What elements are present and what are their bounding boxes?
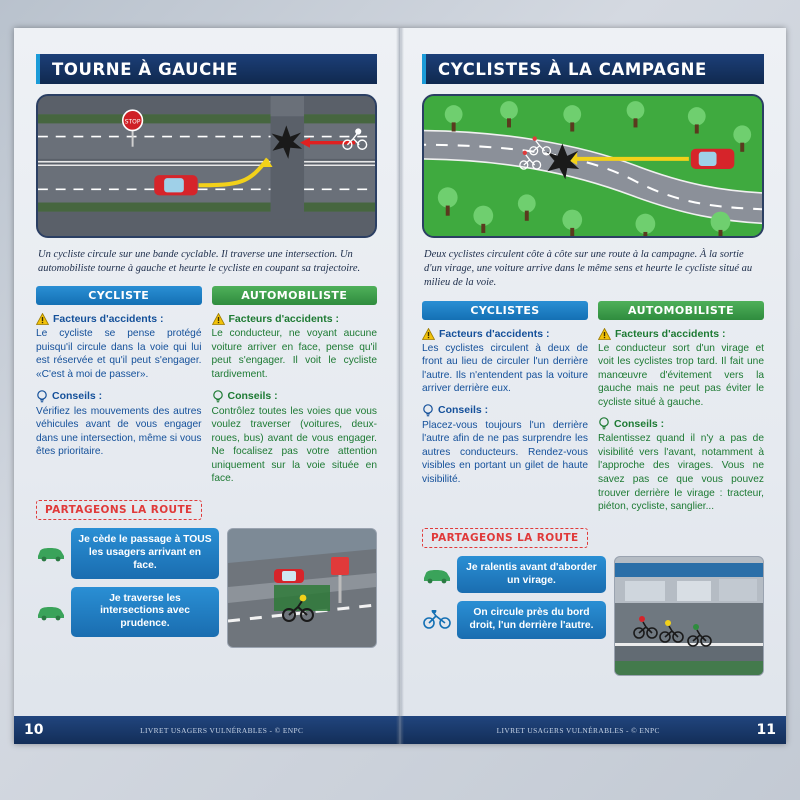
advice-block — [36, 390, 202, 459]
advice-text: Contrôlez toutes les voies que vous voulez traverser (voitures, deux-roues, bus) avant de vous engager. Ne focalisez pas votre attention uniquement sur la voie située en face. — [211, 405, 377, 485]
right-footer — [400, 716, 786, 744]
share-body — [422, 556, 764, 676]
share-label: PARTAGEONS LA ROUTE — [36, 500, 202, 520]
column-header-driver: AUTOMOBILISTE — [212, 286, 378, 305]
risk-text: Les cyclistes circulent à deux de front au lieu de circuler l'un derrière l'autre. Ils n'entendent pas la voiture arriver derrière eux. — [422, 342, 588, 395]
column-driver — [212, 286, 378, 486]
risk-text: Le cycliste se pense protégé puisqu'il circule dans la voie qui lui est réservée et qu'il peut s'engager. «C'est à moi de passer». — [36, 328, 202, 381]
right-columns — [422, 301, 764, 514]
column-header-cyclist: CYCLISTE — [36, 286, 202, 305]
left-page-title-banner — [36, 54, 377, 84]
page-number: 10 — [24, 722, 44, 738]
advice-text: Placez-vous toujours l'un derrière l'autre afin de ne pas surprendre les autres conducteurs. Rendez-vous visibles en portant un gilet de haute visibilité. — [422, 419, 588, 486]
risk-title: Facteurs d'accidents : — [615, 327, 726, 340]
svg-text:STOP: STOP — [124, 118, 141, 126]
risk-block — [36, 313, 202, 381]
footer-credit: LIVRET USAGERS VULNÉRABLES - © ENPC — [140, 725, 304, 735]
advice-title-row — [212, 390, 378, 403]
share-message: Je cède le passage à TOUS les usagers arrivant en face. — [71, 528, 219, 579]
left-footer — [14, 716, 400, 744]
lightbulb-icon — [422, 404, 434, 417]
footer-credit: LIVRET USAGERS VULNÉRABLES - © ENPC — [496, 725, 660, 735]
page-number: 11 — [756, 722, 776, 738]
risk-title: Facteurs d'accidents : — [53, 313, 164, 326]
lightbulb-icon — [598, 417, 610, 430]
risk-block — [422, 328, 588, 396]
car-icon — [36, 544, 66, 562]
right-caption: Deux cyclistes circulent côte à côte sur une route à la campagne. À la sortie d'un virage, une voiture arrive dans le même sens et heurte le cycliste situé au milieu de la voie. — [424, 249, 753, 289]
left-page — [14, 28, 400, 744]
risk-title-row — [598, 328, 764, 340]
car-icon — [422, 566, 452, 584]
advice-title-row — [36, 390, 202, 403]
advice-title: Conseils : — [227, 390, 278, 403]
right-page-title-banner — [422, 54, 764, 84]
advice-text: Ralentissez quand il n'y a pas de visibilité vers l'avant, notamment à l'approche des virages. Vous ne savez pas ce que vous pouvez trouver derrière le virage : tracteur, piéton, cycliste, sanglier... — [598, 433, 764, 513]
risk-text: Le conducteur, ne voyant aucune voiture arriver en face, pense qu'il peut s'engager. Il voit le cycliste tardivement. — [211, 328, 377, 381]
risk-block — [598, 328, 764, 410]
share-row — [36, 587, 219, 638]
warning-icon — [422, 328, 435, 340]
share-message: Je traverse les intersections avec prudence. — [71, 587, 219, 638]
share-messages — [422, 556, 606, 676]
left-columns — [36, 286, 377, 486]
column-cyclists — [422, 301, 588, 514]
share-section — [422, 528, 764, 676]
page-title: CYCLISTES À LA CAMPAGNE — [438, 59, 707, 79]
advice-text: Vérifiez les mouvements des autres véhicules avant de vous engager dans une intersection, même si vous êtes prioritaire. — [36, 405, 202, 458]
share-row — [422, 556, 606, 594]
country-road-curve-diagram — [422, 94, 764, 238]
advice-title-row — [422, 404, 588, 417]
lightbulb-icon — [36, 390, 48, 403]
book-spread — [14, 28, 786, 744]
column-header-driver: AUTOMOBILISTE — [598, 301, 764, 320]
risk-text: Le conducteur sort d'un virage et voit les cyclistes trop tard. Il fait une manœuvre d'évitement vers la gauche mais ne peut pas éviter le cycliste situé à gauche. — [598, 342, 764, 408]
car-icon — [36, 603, 66, 621]
share-message: Je ralentis avant d'aborder un virage. — [457, 556, 606, 594]
advice-title: Conseils : — [438, 404, 489, 417]
share-row — [422, 601, 606, 639]
risk-title: Facteurs d'accidents : — [439, 327, 550, 340]
column-cyclist — [36, 286, 202, 486]
illustration-photo-intersection — [227, 528, 377, 648]
risk-title-row — [212, 313, 378, 325]
share-label: PARTAGEONS LA ROUTE — [422, 528, 588, 548]
risk-title: Facteurs d'accidents : — [228, 313, 339, 326]
advice-block — [598, 417, 764, 513]
left-caption: Un cycliste circule sur une bande cyclable. Il traverse une intersection. Un automobiliste tourne à gauche et heurte le cycliste en coupant sa trajectoire. — [38, 249, 361, 275]
advice-block — [422, 404, 588, 487]
share-row — [36, 528, 219, 579]
warning-icon — [36, 313, 49, 325]
page-title: TOURNE À GAUCHE — [52, 59, 239, 79]
bicycle-icon — [422, 610, 452, 630]
share-message: On circule près du bord droit, l'un derrière l'autre. — [457, 601, 606, 639]
column-header-cyclists: CYCLISTES — [422, 301, 588, 320]
risk-title-row — [422, 328, 588, 340]
advice-title-row — [598, 417, 764, 430]
advice-title: Conseils : — [52, 390, 103, 403]
illustration-photo-cyclists-street — [614, 556, 764, 676]
advice-block — [212, 390, 378, 486]
warning-icon — [598, 328, 611, 340]
intersection-turn-left-diagram — [36, 94, 377, 238]
share-body — [36, 528, 377, 648]
risk-block — [212, 313, 378, 381]
risk-title-row — [36, 313, 202, 325]
advice-title: Conseils : — [614, 417, 665, 430]
share-section — [36, 500, 377, 648]
right-page — [400, 28, 786, 744]
warning-icon — [212, 313, 225, 325]
lightbulb-icon — [212, 390, 224, 403]
column-driver — [598, 301, 764, 514]
share-messages — [36, 528, 219, 648]
